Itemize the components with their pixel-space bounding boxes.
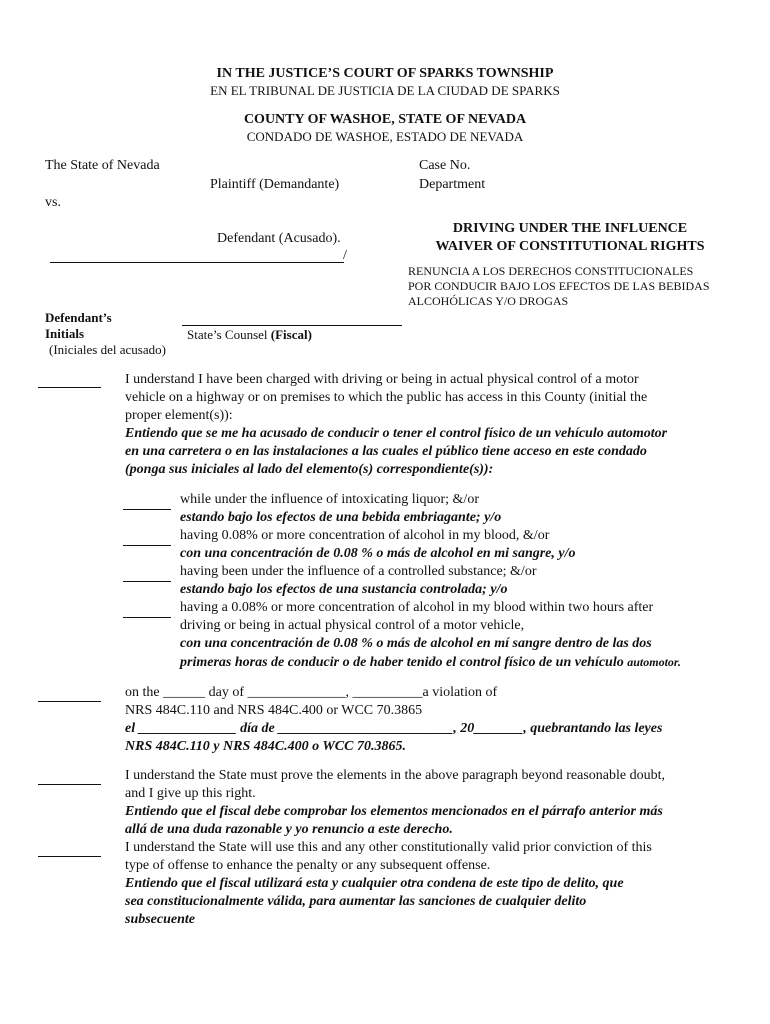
- initials-header-line2: Initials: [45, 326, 85, 341]
- form-title-line1: DRIVING UNDER THE INFLUENCE: [452, 221, 688, 236]
- caption-slash: /: [343, 248, 347, 263]
- element-4-es2: primeras horas de conducir o de haber tenido el control físico de un vehículo automotor.: [180, 655, 681, 670]
- defendant-label: Defendant (Acusado).: [217, 231, 341, 246]
- plaintiff-label: Plaintiff (Demandante): [210, 177, 340, 192]
- element-4a: having a 0.08% or more concentration of alcohol in my blood within two hours after: [180, 600, 654, 615]
- form-title-line2: WAIVER OF CONSTITUTIONAL RIGHTS: [435, 239, 705, 254]
- element-initials-blank-1[interactable]: [123, 509, 171, 510]
- county-title-en: COUNTY OF WASHOE, STATE OF NEVADA: [243, 112, 527, 127]
- initials-blank-2[interactable]: [38, 701, 101, 702]
- form-title-es-line2: POR CONDUCIR BAJO LOS EFECTOS DE LAS BEBIDAS: [408, 279, 710, 293]
- paragraph-burden-of-proof: I understand the State must prove the elements in the above paragraph beyond reasonable doubt, and I give up this right. Entiendo que el fiscal debe comprobar los elementos mencionados en el párrafo anterior más allá de una duda razonable y yo renuncio a este derecho.: [125, 768, 665, 837]
- element-1: while under the influence of intoxicating liquor; &/or: [180, 492, 479, 507]
- element-list: [180, 491, 681, 672]
- vs-label: vs.: [45, 195, 61, 210]
- case-number-label: Case No.: [419, 158, 471, 173]
- court-title-en: IN THE JUSTICE’S COURT OF SPARKS TOWNSHIP: [216, 66, 554, 81]
- element-4-es1: con una concentración de 0.08 % o más de alcohol en mí sangre dentro de las dos: [180, 636, 652, 651]
- paragraph-prior-conviction: I understand the State will use this and any other constitutionally valid prior conviction of this type of offense to enhance the penalty or any subsequent offense. Entiendo que el fiscal utilizará esta y cualquier otra condena de este tipo de delito, que sea constitucionalmente válida, para aumentar las sanciones de cualquier delito subsecuente: [125, 840, 652, 927]
- county-title-es: CONDADO DE WASHOE, ESTADO DE NEVADA: [246, 129, 524, 144]
- court-title-es: EN EL TRIBUNAL DE JUSTICIA DE LA CIUDAD DE SPARKS: [210, 83, 560, 98]
- element-3-es: estando bajo los efectos de una sustancia controlada; y/o: [180, 582, 508, 597]
- form-title-es-line3: ALCOHÓLICAS Y/O DROGAS: [408, 294, 569, 308]
- element-initials-blank-2[interactable]: [123, 545, 171, 546]
- caption-rule: [50, 262, 344, 263]
- counsel-label-text: State’s Counsel: [187, 327, 271, 342]
- initials-blank-1[interactable]: [38, 387, 101, 388]
- department-label: Department: [419, 177, 486, 192]
- state-label: The State of Nevada: [45, 158, 160, 173]
- element-2: having 0.08% or more concentration of alcohol in my blood, &/or: [180, 528, 550, 543]
- element-1-es: estando bajo los efectos de una bebida embriagante; y/o: [180, 510, 502, 525]
- element-3: having been under the influence of a controlled substance; &/or: [180, 564, 537, 579]
- initials-blank-4[interactable]: [38, 856, 101, 857]
- form-title-es-line1: RENUNCIA A LOS DERECHOS CONSTITUCIONALES: [408, 264, 694, 278]
- counsel-signature-line[interactable]: [182, 325, 402, 326]
- element-2-es: con una concentración de 0.08 % o más de alcohol en mi sangre, y/o: [180, 546, 576, 561]
- initials-header-line1: Defendant’s: [45, 310, 112, 325]
- counsel-label-bold: (Fiscal): [270, 327, 312, 342]
- counsel-label: [187, 327, 312, 343]
- initials-blank-3[interactable]: [38, 784, 101, 785]
- initials-header-line3: (Iniciales del acusado): [49, 342, 166, 357]
- element-initials-blank-3[interactable]: [123, 581, 171, 582]
- paragraph-charge: I understand I have been charged with driving or being in actual physical control of a motor vehicle on a highway or on premises to which the public has access in this County (initial the proper element(s)): Entiendo que se me ha acusado de conducir o tener el control físico de un vehículo automotor en una carretera o en las instalaciones a las cuales el público tiene acceso en este condado (ponga sus iniciales al lado del elemento(s) correspondiente(s)):: [125, 372, 668, 477]
- violation-paragraph: on the ______ day of ______________, __________a violation of NRS 484C.110 and NRS 484C.400 or WCC 70.3865 el ______________ día de _________________________, 20_______, quebrantando las leyes NRS 484C.110 y NRS 484C.400 o WCC 70.3865.: [125, 685, 663, 754]
- element-4b: driving or being in actual physical control of a motor vehicle,: [180, 618, 525, 633]
- element-initials-blank-4[interactable]: [123, 617, 171, 618]
